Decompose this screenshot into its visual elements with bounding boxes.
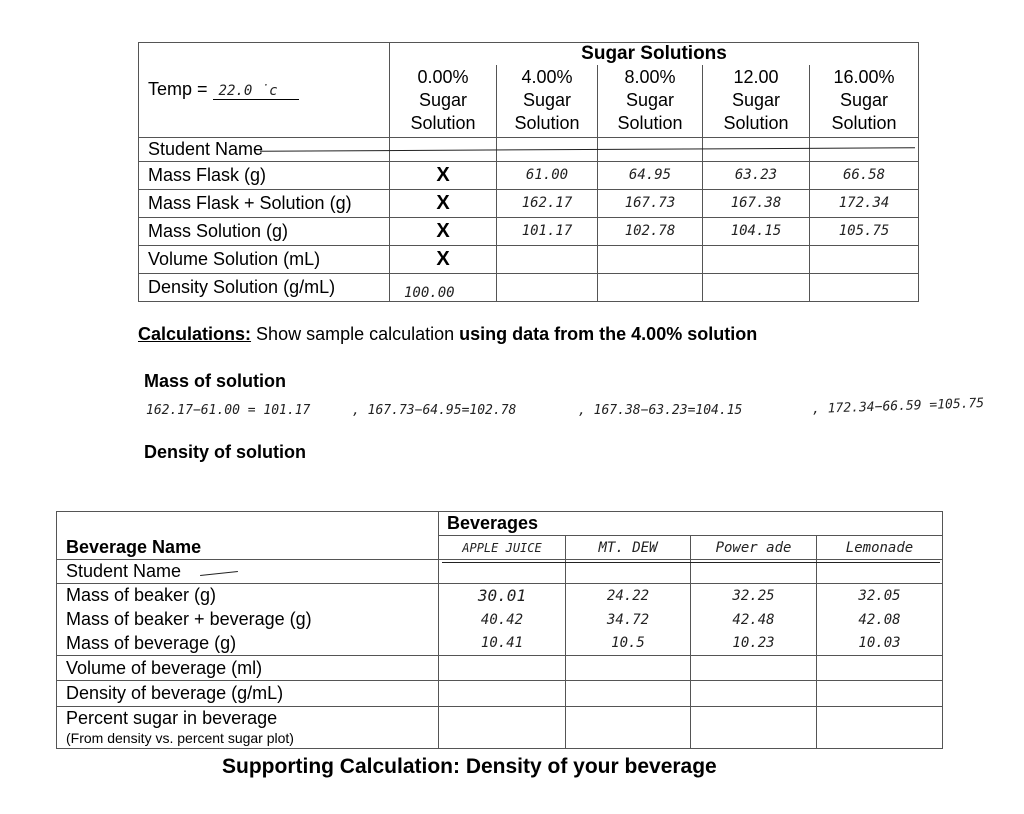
density-of-solution-label: Density of solution xyxy=(144,442,306,462)
value-cell: 104.15 xyxy=(703,217,810,245)
row-label: Mass of beaker (g) xyxy=(57,584,439,608)
beverage-name-cell[interactable]: Lemonade xyxy=(817,536,943,560)
beverage-name-cell[interactable]: APPLE JUICE xyxy=(439,536,566,560)
percent-sugar-label: Percent sugar in beverage xyxy=(66,707,278,728)
value-cell[interactable] xyxy=(810,273,919,301)
value-cell[interactable] xyxy=(439,681,566,707)
value-cell: 167.38 xyxy=(703,189,810,217)
conc-header-4: 16.00% Sugar Solution xyxy=(810,65,919,137)
value-cell: 10.23 xyxy=(691,632,817,656)
value-cell: 24.22 xyxy=(566,584,691,608)
value-cell[interactable] xyxy=(497,273,598,301)
table-row xyxy=(57,681,943,707)
value-cell: 34.72 xyxy=(566,608,691,632)
conc-header-1: 4.00% Sugar Solution xyxy=(497,65,598,137)
table-row xyxy=(57,632,943,656)
row-label: Density Solution (g/mL) xyxy=(139,273,390,301)
value-cell: 64.95 xyxy=(598,161,703,189)
value-cell[interactable] xyxy=(703,273,810,301)
table-row xyxy=(57,584,943,608)
value-cell: 102.78 xyxy=(598,217,703,245)
beverages-table xyxy=(56,511,943,749)
row-label: Mass Flask + Solution (g) xyxy=(139,189,390,217)
row-label: Volume of beverage (ml) xyxy=(57,656,439,681)
student-name-cell[interactable] xyxy=(566,560,691,584)
value-cell: 105.75 xyxy=(810,217,919,245)
beverage-name-cell[interactable]: MT. DEW xyxy=(566,536,691,560)
value-cell[interactable] xyxy=(691,707,817,749)
value-cell: 10.41 xyxy=(439,632,566,656)
value-cell[interactable] xyxy=(817,681,943,707)
value-cell: 42.08 xyxy=(817,608,943,632)
value-cell: 42.48 xyxy=(691,608,817,632)
value-cell: 32.25 xyxy=(691,584,817,608)
value-cell[interactable] xyxy=(691,681,817,707)
table-row xyxy=(139,273,919,301)
value-cell[interactable] xyxy=(439,656,566,681)
row-label: Mass of beverage (g) xyxy=(57,632,439,656)
table-row xyxy=(139,189,919,217)
value-cell: 10.5 xyxy=(566,632,691,656)
value-cell: X xyxy=(390,217,497,245)
mass-work-1: 162.17−61.00 = 101.17 xyxy=(146,403,311,418)
value-cell[interactable] xyxy=(691,656,817,681)
value-cell: 66.58 xyxy=(810,161,919,189)
value-cell[interactable] xyxy=(598,245,703,273)
percent-sugar-note: (From density vs. percent sugar plot) xyxy=(66,729,294,746)
temp-value: 22.0 ˙c xyxy=(213,83,299,100)
mass-work-2: , 167.73−64.95=102.78 xyxy=(352,403,517,418)
student-name-cell[interactable] xyxy=(439,560,566,584)
value-cell: 167.73 xyxy=(598,189,703,217)
table-row xyxy=(57,608,943,632)
calculations-heading xyxy=(138,324,757,345)
value-cell[interactable] xyxy=(810,245,919,273)
mass-work-4: , 172.34−66.59 =105.75 xyxy=(811,395,985,418)
calculations-instruction-bold: using data from the 4.00% solution xyxy=(459,324,758,344)
value-cell: X xyxy=(390,161,497,189)
table-row xyxy=(139,217,919,245)
sugar-table-title: Sugar Solutions xyxy=(390,43,919,66)
table-row xyxy=(57,656,943,681)
row-label: Volume Solution (mL) xyxy=(139,245,390,273)
student-name-cell[interactable] xyxy=(691,560,817,584)
table-row xyxy=(139,161,919,189)
value-cell[interactable] xyxy=(817,707,943,749)
value-cell: 172.34 xyxy=(810,189,919,217)
table-row xyxy=(57,560,943,584)
value-cell[interactable] xyxy=(497,245,598,273)
temp-label: Temp = xyxy=(148,79,208,100)
temp-cell xyxy=(139,43,390,138)
conc-header-2: 8.00% Sugar Solution xyxy=(598,65,703,137)
value-cell[interactable] xyxy=(566,707,691,749)
table-row xyxy=(139,245,919,273)
value-cell: 61.00 xyxy=(497,161,598,189)
conc-header-3: 12.00 Sugar Solution xyxy=(703,65,810,137)
beverage-name-cell[interactable]: Power ade xyxy=(691,536,817,560)
value-cell: 162.17 xyxy=(497,189,598,217)
value-cell: 32.05 xyxy=(817,584,943,608)
calculations-instruction: Show sample calculation xyxy=(256,324,460,344)
row-label: Student Name xyxy=(57,560,439,584)
mass-of-solution-label: Mass of solution xyxy=(144,371,287,391)
row-label: Mass Solution (g) xyxy=(139,217,390,245)
student-name-cell[interactable] xyxy=(810,137,919,161)
value-cell: X xyxy=(390,189,497,217)
value-cell: 10.03 xyxy=(817,632,943,656)
value-cell[interactable] xyxy=(566,681,691,707)
beverage-name-strike-line xyxy=(442,562,940,563)
row-label: Density of beverage (g/mL) xyxy=(57,681,439,707)
value-cell: 100.00 xyxy=(390,273,497,301)
table-row xyxy=(57,536,943,560)
value-cell: 63.23 xyxy=(703,161,810,189)
supporting-calculation-heading: Supporting Calculation: Density of your beverage xyxy=(222,755,717,778)
value-cell[interactable] xyxy=(598,273,703,301)
value-cell: 30.01 xyxy=(439,584,566,608)
beverages-title: Beverages xyxy=(439,512,943,536)
value-cell[interactable] xyxy=(817,656,943,681)
beverage-name-label: Beverage Name xyxy=(57,536,439,560)
student-name-cell[interactable] xyxy=(817,560,943,584)
value-cell[interactable] xyxy=(566,656,691,681)
value-cell: 101.17 xyxy=(497,217,598,245)
mass-work-3: , 167.38−63.23=104.15 xyxy=(578,403,743,418)
row-label: Student Name xyxy=(139,137,390,161)
row-label: Mass Flask (g) xyxy=(139,161,390,189)
value-cell[interactable] xyxy=(703,245,810,273)
conc-header-0: 0.00% Sugar Solution xyxy=(390,65,497,137)
percent-sugar-cell xyxy=(57,707,439,749)
calculations-label: Calculations: xyxy=(138,324,252,344)
value-cell: 40.42 xyxy=(439,608,566,632)
sugar-solutions-table xyxy=(138,42,919,302)
row-label: Mass of beaker + beverage (g) xyxy=(57,608,439,632)
value-cell: X xyxy=(390,245,497,273)
value-cell[interactable] xyxy=(439,707,566,749)
table-row xyxy=(57,707,943,749)
